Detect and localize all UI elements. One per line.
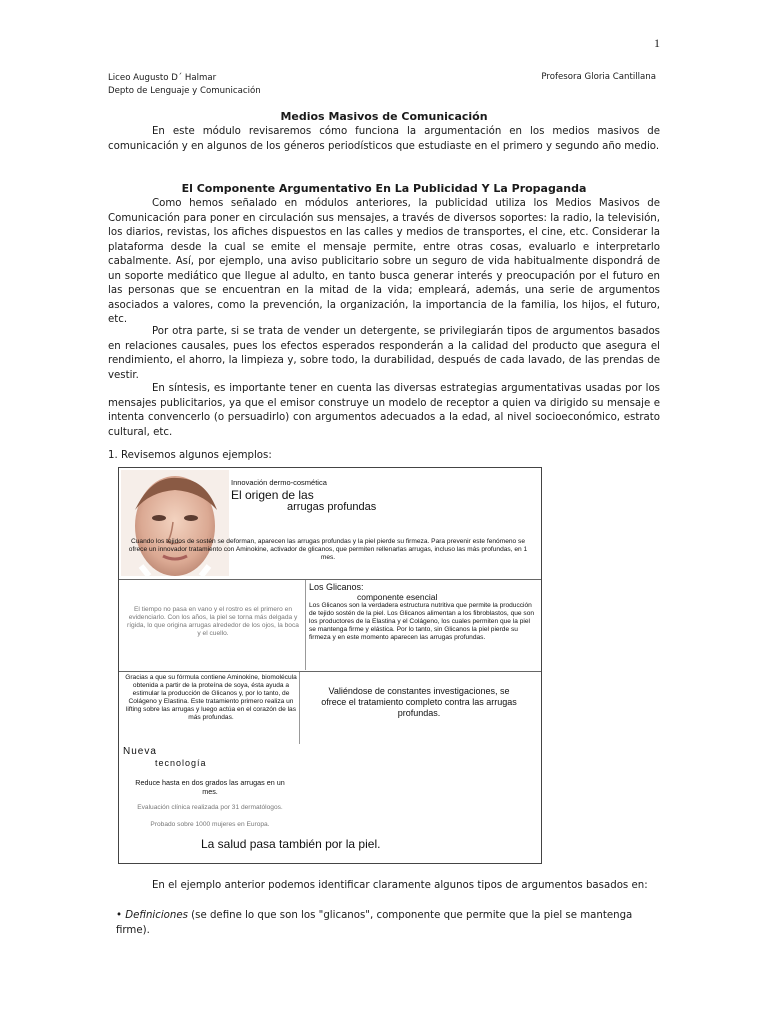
teacher-name: Profesora Gloria Cantillana — [541, 72, 656, 82]
glicanos-title: Los Glicanos: — [309, 582, 364, 592]
valiendose-text: Valiéndose de constantes investigaciones, se ofrece el tratamiento completo contra las arrugas profundas. — [321, 686, 517, 718]
bullet-item-definiciones — [116, 908, 656, 938]
page-number: 1 — [654, 36, 660, 50]
reduce-text: Reduce hasta en dos grados las arrugas en un mes. — [135, 778, 285, 796]
bullet-rest: (se define lo que son los "glicanos", componente que permite que la piel se mantenga firme). — [116, 910, 633, 936]
ad-vertical-divider-1 — [305, 580, 306, 670]
probado-text: Probado sobre 1000 mujeres en Europa. — [150, 821, 270, 828]
body-paragraph-1: Como hemos señalado en módulos anteriores, la publicidad utiliza los Medios Masivos de Comunicación para poner en circulación sus mensajes, a través de diversos soportes: la radio, la televisión, los diarios, revistas, los afiches dispuestos en las calles y medios de transportes, el cine, etc. Considerar la plataforma desde la cual se emite el mensaje permite, entre otras cosas, evaluarlo e interpretarlo cabalmente. Así, por ejemplo, una aviso publicitario sobre un seguro de vida habitualmente dispondrá de un soporte mediático que llegue al adulto, en tanto busca generar interés y preocupación por el futuro en las personas que se encuentran en la mitad de la vida; empleará, además, una serie de argumentos asociados a valores, como la prevención, la organización, la importancia de la familia, los hijos, el futuro, etc. — [108, 198, 660, 325]
ad-slogan: La salud pasa también por la piel. — [201, 837, 381, 851]
bullet-marker: • — [116, 910, 126, 921]
ad-body-1: Cuando los tejidos de sostén se deforman, aparecen las arrugas profundas y la piel pierde su firmeza. Para prevenir este fenómeno se ofrece un innovador tratamiento con Aminokine, activador de glicanos, que permiten rellenarlas arrugas, incluso las más profundas, en 1 mes. — [128, 538, 528, 561]
nueva-text: Nueva — [123, 746, 157, 757]
body-paragraph-2: Por otra parte, si se trata de vender un detergente, se privilegiarán tipos de argumentos basados en relaciones causales, pues los efectos esperados responderán a la calidad del producto que asegura el rendimiento, el ahorro, la limpieza y, sobre todo, la durabilidad, después de cada lavado, de las prendas de vestir. — [108, 326, 660, 381]
bullet-term: Definiciones — [125, 910, 188, 921]
section-title: El Componente Argumentativo En La Publicidad Y La Propaganda — [181, 182, 587, 195]
intro-paragraph: En este módulo revisaremos cómo funciona la argumentación en los medios masivos de comunicación y en algunos de los géneros periodísticos que estudiaste en el primero y segundo año medio. — [108, 126, 660, 152]
department-name: Depto de Lenguaje y Comunicación — [108, 86, 261, 96]
advertisement-figure — [118, 467, 542, 864]
ad-headline-2: arrugas profundas — [287, 501, 377, 513]
after-ad-paragraph: En el ejemplo anterior podemos identificar claramente algunos tipos de argumentos basados en: — [152, 880, 648, 891]
formula-text: Gracias a que su fórmula contiene Aminokine, biomolécula obtenida a partir de la proteína de soya, ésta ayuda a estimular la producción de Glicanos y, por lo tanto, de Colágeno y Elastina. Este tratamiento primero realiza un lifting sobre las arrugas y luego actúa en el corazón de las más profundas. — [125, 674, 297, 721]
ad-vertical-divider-2 — [299, 672, 300, 744]
glicanos-subtitle: componente esencial — [357, 592, 438, 602]
ad-left-text-2: El tiempo no pasa en vano y el rostro es el primero en evidenciarlo. Con los años, la piel se torna más delgada y rígida, lo que origina arrugas alrededor de los ojos, la boca y el cuello. — [127, 606, 299, 637]
ad-divider-2 — [119, 671, 541, 672]
document-title: Medios Masivos de Comunicación — [280, 110, 488, 123]
ad-kicker: Innovación dermo-cosmética — [231, 478, 327, 487]
examples-label: 1. Revisemos algunos ejemplos: — [108, 450, 272, 461]
school-name: Liceo Augusto D´ Halmar — [108, 73, 217, 83]
body-paragraph-3: En síntesis, es importante tener en cuenta las diversas estrategias argumentativas usadas por los mensajes publicitarios, ya que el emisor construye un modelo de receptor a quien va dirigido su mensaje e intenta convencerlo (o persuadirlo) con argumentos adecuados a la edad, al nivel socioeconómico, estrato cultural, etc. — [108, 383, 660, 438]
ad-divider-1 — [119, 579, 541, 580]
ad-headline-1: El origen de las — [231, 488, 314, 502]
tecnologia-text: tecnología — [155, 758, 207, 768]
evaluacion-text: Evaluación clínica realizada por 31 dermatólogos. — [137, 804, 283, 811]
header-left — [108, 72, 261, 98]
glicanos-body: Los Glicanos son la verdadera estructura nutritiva que permite la producción de tejido sostén de la piel. Los Glicanos alimentan a los fibroblastos, que son los productores de la Elastina y el Colágeno, los cuales permiten que la piel se mantenga firme y elástica. Por lo tanto, sin Glicanos la piel pierde su firmeza y en este momento aparecen las arrugas profundas. — [309, 602, 535, 641]
